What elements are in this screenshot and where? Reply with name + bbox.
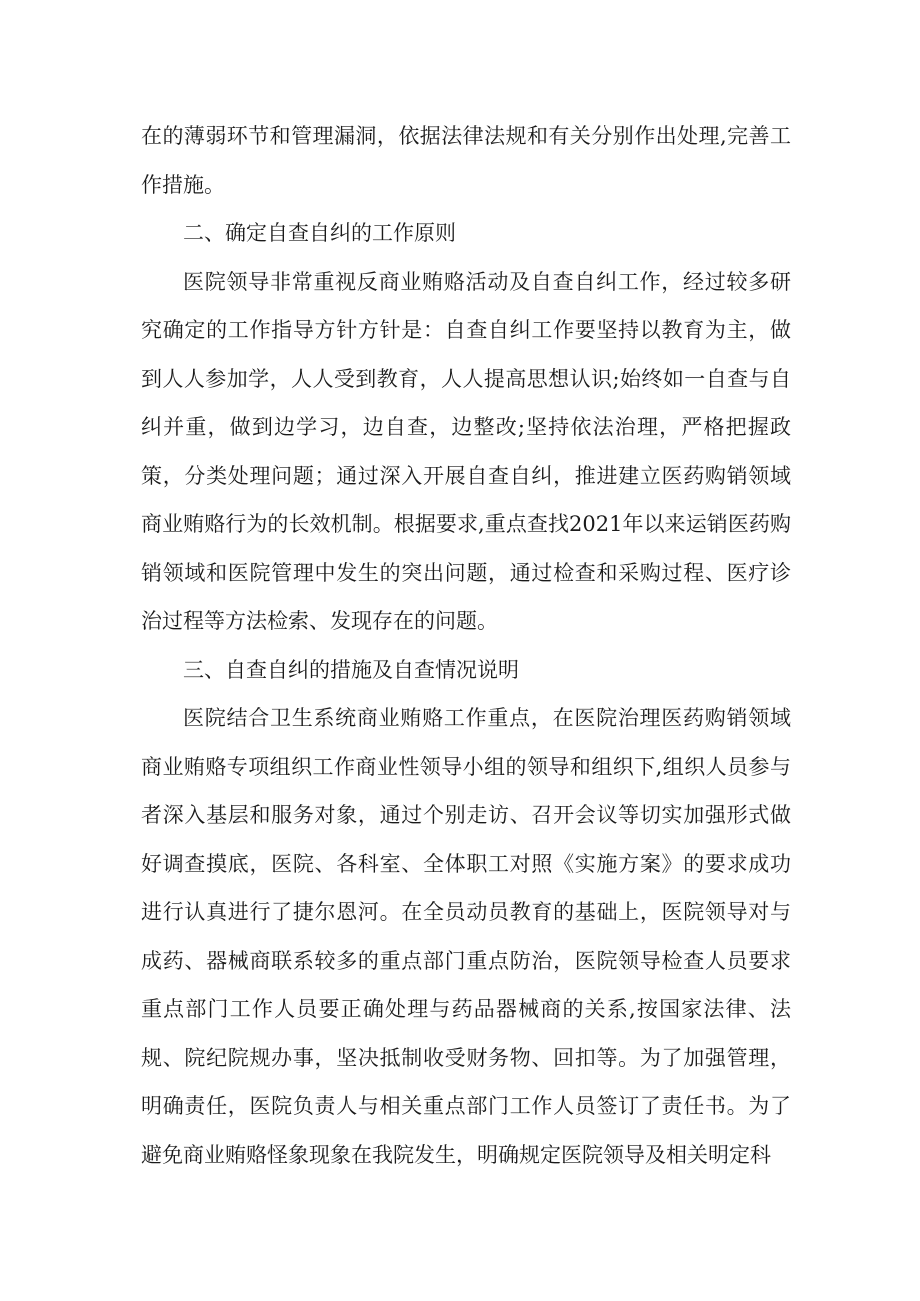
paragraph-principles: 医院领导非常重视反商业贿赂活动及自查自纠工作，经过较多研究确定的工作指导方针方针是：自查自纠工作要坚持以教育为主，做到人人参加学，人人受到教育，人人提高思想认识;始终如一自查与自纠并重，做到边学习，边自查，边整改;坚持依法治理，严格把握政策，分类处理问题；通过深入开展自查自纠，推进建立医药购销领域商业贿赂行为的长效机制。根据要求,重点查找2021年以来运销医药购销领域和医院管理中发生的突出问题，通过检查和采购过程、医疗诊治过程等方法检索、发现存在的问题。	[141, 269, 791, 633]
section-heading-2: 二、确定自查自纠的工作原则	[183, 221, 456, 245]
section-heading-3: 三、自查自纠的措施及自查情况说明	[183, 657, 519, 682]
paragraph-intro-continuation: 在的薄弱环节和管理漏洞，依据法律法规和有关分别作出处理,完善工作措施。	[141, 124, 791, 197]
document-body	[141, 112, 791, 1179]
paragraph-measures: 医院结合卫生系统商业贿赂工作重点，在医院治理医药购销领域商业贿赂专项组织工作商业性领导小组的领导和组织下,组织人员参与者深入基层和服务对象，通过个别走访、召开会议等切实加强形式做好调查摸底，医院、各科室、全体职工对照《实施方案》的要求成功进行认真进行了捷尔恩河。在全员动员教育的基础上，医院领导对与成药、器械商联系较多的重点部门重点防治，医院领导检查人员要求重点部门工作人员要正确处理与药品器械商的关系,按国家法律、法规、院纪院规办事，坚决抵制收受财务物、回扣等。为了加强管理，明确责任，医院负责人与相关重点部门工作人员签订了责任书。为了避免商业贿赂怪象现象在我院发生，明确规定医院领导及相关明定科	[141, 706, 791, 1167]
